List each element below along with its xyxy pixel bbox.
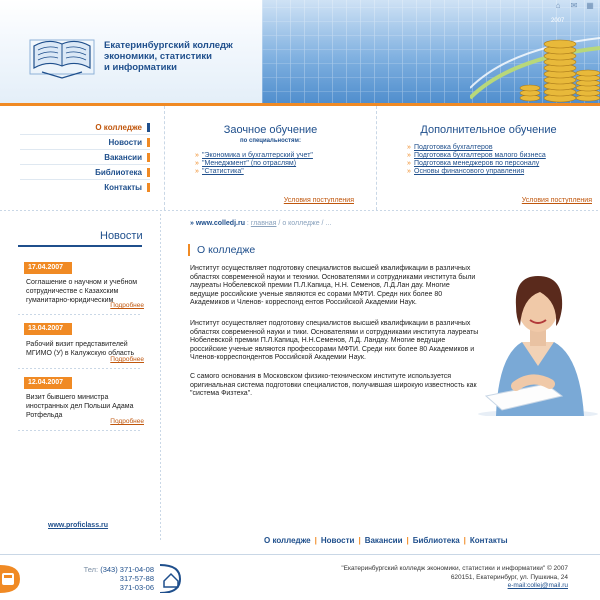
footer-menu-separator: | (314, 536, 317, 545)
nav-marker (147, 153, 150, 162)
footer-menu-item[interactable]: Новости (320, 536, 355, 545)
news-divider (18, 368, 142, 369)
admission-conditions-link[interactable]: Условия поступления (521, 197, 592, 204)
college-name (104, 40, 264, 73)
home-icon[interactable]: ⌂ (555, 1, 561, 10)
content-paragraph: С самого основания в Московском физико-техническом институте используется оригинальная система подготовки специалистов, получившая широкую известность как "система Физтеха". (190, 373, 477, 397)
program-panel-additional (376, 106, 600, 210)
nav-marker (147, 183, 150, 192)
page-title: О колледже (188, 244, 255, 256)
site-footer (0, 554, 600, 600)
copyright-block (341, 565, 568, 591)
news-divider (18, 314, 142, 315)
footer-menu-separator: | (406, 536, 409, 545)
book-logo-icon[interactable] (28, 34, 96, 82)
news-heading: Новости (100, 230, 143, 242)
nav-marker (147, 123, 150, 132)
phone-icon (0, 563, 24, 593)
news-text[interactable]: Соглашение о научном и учебном сотрудничестве с Казахским гуманитарно-юридическим (26, 279, 138, 304)
program-link[interactable]: » Подготовка менеджеров по персоналу (407, 160, 600, 168)
breadcrumb-site[interactable]: » www.colledj.ru (190, 220, 245, 227)
email-link[interactable]: e-mail:collej@mail.ru (507, 582, 568, 589)
nav-item-vacancies[interactable] (0, 150, 150, 164)
breadcrumb-path: / о колледже / ... (276, 220, 332, 227)
program-list (195, 152, 376, 176)
news-date: 17.04.2007 (24, 262, 72, 274)
content-paragraph: Институт осуществляет подготовку специалистов высшей квалификации в различных областях современной науки и тики. Основателями и сотрудниками института лауреаты Нобелевской премии П.Л.Капица, Н.Н.Семенов, Л.Д. Ландау. Многие ведущие российские ученые являются профессорами МФТИ. Среди них более 80 Академиков и Членов-корреспондентов Российской Академии Наук. (190, 320, 479, 361)
news-divider (18, 430, 142, 431)
phone-block (66, 565, 154, 592)
program-link[interactable]: » "Менеджмент" (по отраслям) (195, 160, 376, 168)
program-list (407, 144, 600, 176)
phone-label: Тел: (83, 565, 99, 574)
nav-item-about[interactable] (0, 120, 150, 134)
program-link[interactable]: » "Экономика и бухгалтерский учет" (195, 152, 376, 160)
news-text[interactable]: Визит бывшего министра иностранных дел Польши Адама Ротфельда (26, 394, 134, 419)
content-paragraph: Институт осуществляет подготовку специалистов высшей квалификации в различных областях современной науки и техники. Основателями и сотрудниками института были лауреаты Нобелевской премии П.Л.Капица, Н.Н. Семенов, Л.Д.Лан дау. Многие ведущие российские ученые являются ес сорами МФТИ. Средн них более 80 Академиков и Членов- корреспонд ентов Российской Академии Наук. (190, 265, 476, 306)
nav-item-library[interactable] (0, 165, 150, 179)
copyright-text: "Екатеринбургский колледж экономики, статистики и информатики" © 2007 (341, 565, 568, 572)
program-link[interactable]: » Подготовка бухгалтеров малого бизнеса (407, 152, 600, 160)
sitemap-icon[interactable]: ▦ (586, 1, 594, 10)
college-name-line-1: Екатеринбургский колледж (104, 40, 233, 51)
nav-item-news[interactable] (0, 135, 150, 149)
program-panel-distance (164, 106, 376, 210)
breadcrumb-separator: : (244, 220, 251, 227)
breadcrumb (190, 220, 331, 227)
footer-menu-separator: | (358, 536, 361, 545)
site-header (0, 0, 600, 106)
news-sidebar (0, 212, 160, 542)
footer-menu-item[interactable]: Вакансии (364, 536, 403, 545)
breadcrumb-home-link[interactable]: главная (250, 220, 277, 227)
phone-line-1 (66, 565, 154, 574)
teacher-photo (476, 246, 600, 416)
nav-marker (147, 138, 150, 147)
college-name-line-2: экономики, статистики (104, 51, 212, 62)
header-top-icons (554, 2, 594, 10)
home-address-icon (160, 563, 184, 593)
news-date: 12.04.2007 (24, 377, 72, 389)
program-title: Заочное обучение (223, 124, 318, 136)
phone-number: 371-03-06 (119, 583, 154, 592)
partner-link[interactable]: www.proficlass.ru (48, 522, 109, 529)
nav-item-label: Контакты (104, 182, 142, 192)
news-date: 13.04.2007 (24, 323, 72, 335)
program-subtitle: по специальностям: (240, 138, 301, 144)
program-link[interactable]: » "Статистика" (195, 168, 376, 176)
nav-item-contacts[interactable] (0, 180, 150, 194)
nav-marker (147, 168, 150, 177)
address-text: 620151, Екатеринбург, ул. Пушкина, 24 (450, 573, 568, 581)
footer-menu (264, 536, 508, 545)
phone-number: 317-57-88 (119, 574, 154, 583)
news-more-link[interactable]: Подробнее (110, 418, 144, 425)
news-more-link[interactable]: Подробнее (110, 302, 144, 309)
news-heading-underline (18, 245, 142, 247)
admission-conditions-link[interactable]: Условия поступления (283, 197, 354, 204)
column-divider (160, 212, 161, 540)
left-navigation (0, 120, 150, 194)
footer-menu-item[interactable]: О колледже (264, 536, 311, 545)
nav-item-label: Вакансии (104, 152, 142, 162)
coins-graph-icon (470, 18, 600, 104)
phone-number: (343) 371-04-08 (100, 565, 154, 574)
header-year: 2007 (551, 18, 565, 24)
program-link[interactable]: » Подготовка бухгалтеров (407, 144, 600, 152)
college-name-line-3: и информатики (104, 62, 177, 73)
news-more-link[interactable]: Подробнее (110, 356, 144, 363)
nav-item-label: Новости (108, 137, 142, 147)
news-text[interactable]: Рабочий визит представителей МГИМО (У) в Калужскую область (26, 341, 135, 357)
program-title: Дополнительное обучение (420, 124, 557, 136)
mail-icon[interactable]: ✉ (570, 1, 578, 10)
nav-item-label: О колледже (95, 122, 142, 132)
program-link[interactable]: » Основы финансового управления (407, 168, 600, 176)
footer-menu-item[interactable]: Библиотека (412, 536, 460, 545)
nav-item-label: Библиотека (95, 167, 142, 177)
footer-menu-item[interactable]: Контакты (469, 536, 508, 545)
section-divider (0, 210, 600, 211)
footer-menu-separator: | (463, 536, 466, 545)
